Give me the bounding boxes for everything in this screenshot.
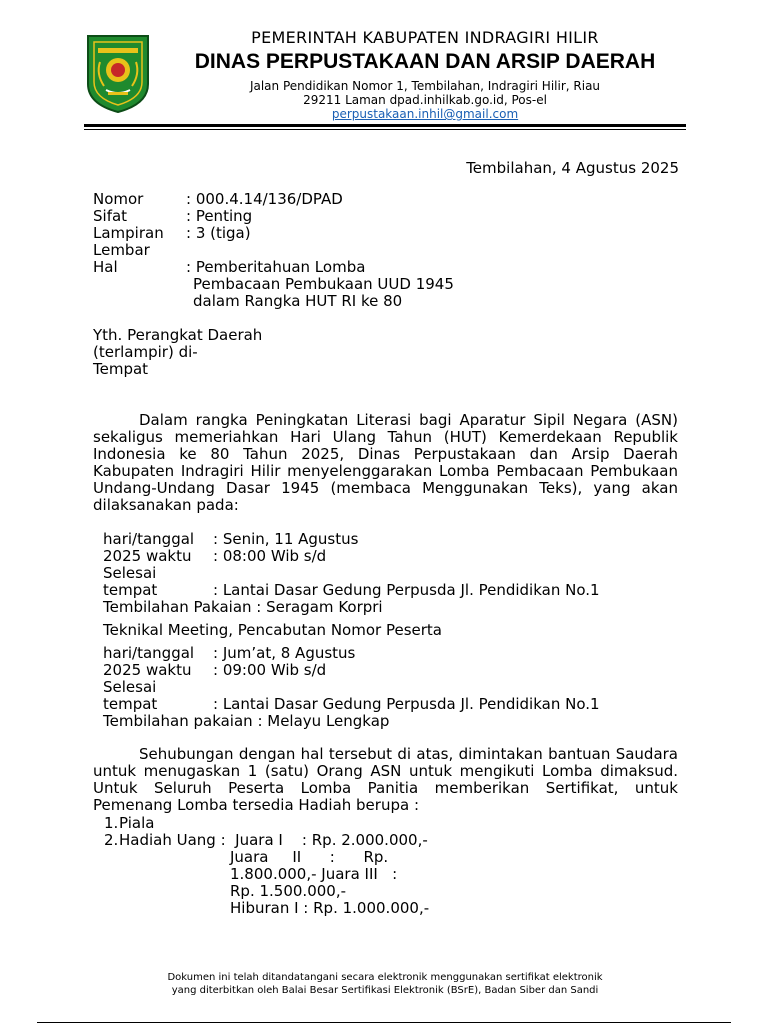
- event2-selesai: Selesai: [103, 678, 157, 696]
- technical-meeting-title: Teknikal Meeting, Pencabutan Nomor Peserta: [103, 621, 442, 639]
- opening-paragraph: Dalam rangka Peningkatan Literasi bagi Aparatur Sipil Negara (ASN) sekaligus memeriahkan Hari Ulang Tahun (HUT) Kemerdekaan Republik Indonesia ke 80 Tahun 2025, Dinas Perpustakaan dan Arsip Daerah Kabupaten Indragiri Hilir menyelenggarakan Lomba Pembacaan Pembukaan Undang-Undang Dasar 1945 (membaca Menggunakan Teks), yang akan dilaksanakan pada:: [93, 411, 678, 514]
- event1-selesai: Selesai: [103, 564, 157, 582]
- event2-time-value: : 09:00 Wib s/d: [213, 661, 327, 679]
- letterhead-rule-thick: [84, 124, 686, 127]
- nomor-label: Nomor: [93, 190, 144, 208]
- event2-date-value: : Jum’at, 8 Agustus: [213, 644, 356, 662]
- event1-date-label: hari/tanggal: [103, 530, 195, 548]
- recipient-line-1: Yth. Perangkat Daerah: [93, 326, 263, 344]
- footer-line-2: yang diterbitkan oleh Balai Besar Sertifikasi Elektronik (BSrE), Badan Siber dan Sandi: [171, 985, 599, 996]
- hal-label: Hal: [93, 258, 118, 276]
- agency-name: DINAS PERPUSTAKAAN DAN ARSIP DAERAH: [194, 50, 656, 73]
- email-link[interactable]: perpustakaan.inhil@gmail.com: [331, 107, 519, 121]
- address-line-1: Jalan Pendidikan Nomor 1, Tembilahan, Indragiri Hilir, Riau: [249, 79, 601, 93]
- event1-time-value: : 08:00 Wib s/d: [213, 547, 327, 565]
- prize-continuation-1: Juara II : Rp.: [230, 848, 389, 866]
- lampiran-label: Lampiran: [93, 224, 164, 242]
- prize-item-2-number: 2.: [104, 831, 119, 849]
- sifat-label: Sifat: [93, 207, 128, 225]
- prize-item-1-number: 1.: [104, 814, 119, 832]
- hal-value-1: : Pemberitahuan Lomba: [186, 258, 366, 276]
- event2-time-label: 2025 waktu: [103, 661, 192, 679]
- event2-attire-line: Tembilahan pakaian : Melayu Lengkap: [103, 712, 390, 730]
- letterhead-rule-thin: [84, 129, 686, 130]
- event1-time-label: 2025 waktu: [103, 547, 192, 565]
- hal-value-3: dalam Rangka HUT RI ke 80: [193, 292, 403, 310]
- footer-rule: [37, 1022, 731, 1023]
- recipient-line-3: Tempat: [93, 360, 149, 378]
- closing-paragraph: Sehubungan dengan hal tersebut di atas, dimintakan bantuan Saudara untuk menugaskan 1 (satu) Orang ASN untuk mengikuti Lomba dimaksud. Untuk Seluruh Peserta Lomba Panitia memberikan Sertifikat, untuk Pemenang Lomba tersedia Hadiah berupa :: [93, 745, 678, 814]
- government-name: PEMERINTAH KABUPATEN INDRAGIRI HILIR: [251, 28, 599, 47]
- prize-continuation-2: 1.800.000,- Juara III :: [230, 865, 398, 883]
- agency-address: [160, 79, 690, 121]
- regency-coat-of-arms-icon: [86, 34, 150, 114]
- event1-place-value: : Lantai Dasar Gedung Perpusda Jl. Pendidikan No.1: [213, 581, 600, 599]
- footer-line-1: Dokumen ini telah ditandatangani secara elektronik menggunakan sertifikat elektronik: [167, 972, 603, 983]
- address-line-2: 29211 Laman dpad.inhilkab.go.id, Pos-el: [303, 93, 547, 107]
- letter-date: Tembilahan, 4 Agustus 2025: [466, 159, 679, 177]
- prize-continuation-3: Rp. 1.500.000,-: [230, 882, 347, 900]
- prize-item-1: Piala: [119, 814, 155, 832]
- event2-place-label: tempat: [103, 695, 158, 713]
- event1-attire-line: Tembilahan Pakaian : Seragam Korpri: [103, 598, 383, 616]
- event2-date-label: hari/tanggal: [103, 644, 195, 662]
- event1-place-label: tempat: [103, 581, 158, 599]
- lampiran-value: : 3 (tiga): [186, 224, 251, 242]
- lampiran-label-2: Lembar: [93, 241, 150, 259]
- sifat-value: : Penting: [186, 207, 253, 225]
- event1-date-value: : Senin, 11 Agustus: [213, 530, 359, 548]
- e-signature-notice: [120, 971, 650, 997]
- prize-item-2: Hadiah Uang : Juara I : Rp. 2.000.000,-: [119, 831, 428, 849]
- prize-continuation-4: Hiburan I : Rp. 1.000.000,-: [230, 899, 430, 917]
- hal-value-2: Pembacaan Pembukaan UUD 1945: [193, 275, 454, 293]
- recipient-line-2: (terlampir) di-: [93, 343, 198, 361]
- nomor-value: : 000.4.14/136/DPAD: [186, 190, 343, 208]
- event2-place-value: : Lantai Dasar Gedung Perpusda Jl. Pendidikan No.1: [213, 695, 600, 713]
